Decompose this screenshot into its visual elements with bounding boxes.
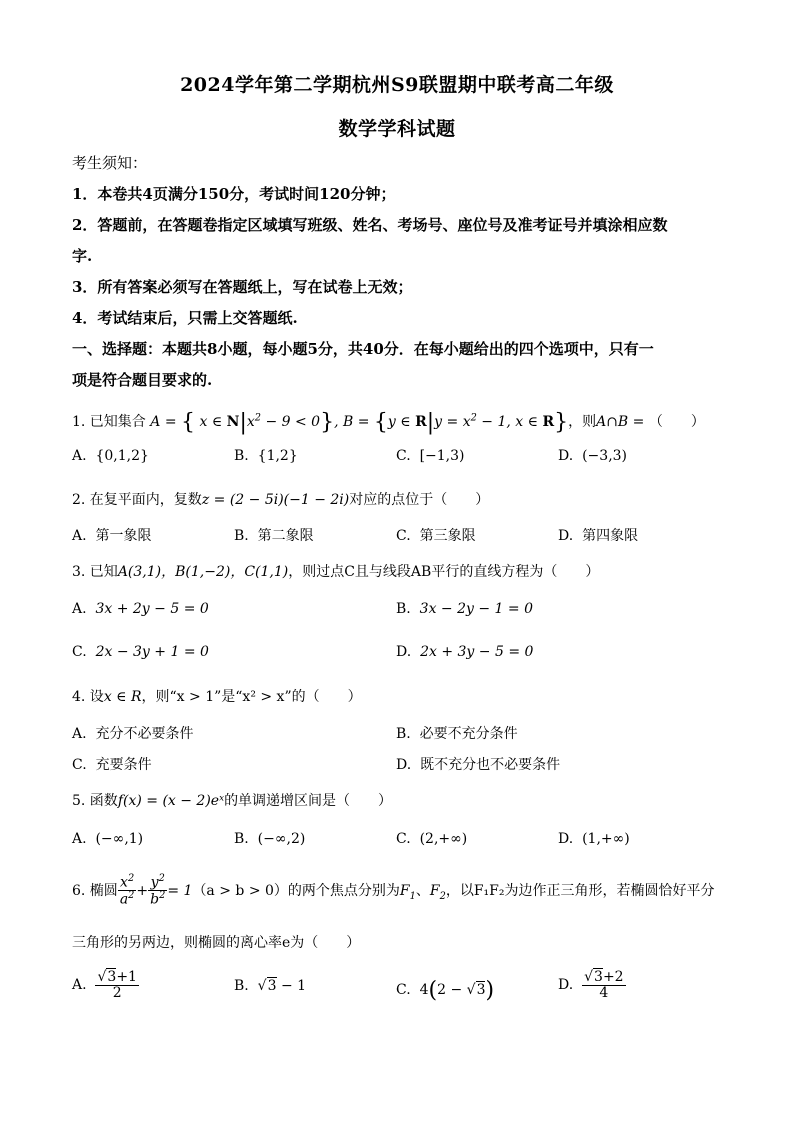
- q2-option-c: C. 第三象限: [396, 528, 476, 544]
- q4-cond: x ∈ R: [103, 689, 142, 705]
- notice-item-4: 4．考试结束后，只需上交答题纸.: [72, 309, 298, 327]
- question-6: 6. 椭圆 $\frac{x^2}{a^2}$ + $\frac{y^2}{b^2}$ = 1（a > b > 0）的两个焦点分别为$F_1$、$F_2$，以F₁F₂为边作正三角形，若椭圆恰好平分: [72, 873, 715, 908]
- q3-option-d: D. 2x + 3y − 5 = 0: [396, 644, 534, 660]
- q1-mid: ，则: [568, 414, 597, 430]
- q1-option-b: B. {1,2}: [234, 448, 298, 464]
- q4-option-b: B. 必要不充分条件: [396, 726, 518, 742]
- q4-option-d: D. 既不充分也不必要条件: [396, 757, 561, 773]
- q1-prefix: 1. 已知集合: [72, 414, 146, 430]
- q3-option-b: B. 3x − 2y − 1 = 0: [396, 601, 533, 617]
- notice-item-2-cont: 字.: [72, 247, 93, 265]
- q3-option-c: C. 2x − 3y + 1 = 0: [72, 644, 209, 660]
- q3-option-a: A. 3x + 2y − 5 = 0: [72, 601, 209, 617]
- q6-option-b: B. √3 − 1: [234, 978, 307, 994]
- q2-expr: z = (2 − 5i)(−1 − 2i): [201, 492, 350, 508]
- notice-item-3: 3．所有答案必须写在答题纸上，写在试卷上无效；: [72, 278, 413, 296]
- q5-option-d: D. (1,+∞): [558, 831, 630, 847]
- q2-option-b: B. 第二象限: [234, 528, 314, 544]
- exam-subtitle: 数学学科试题: [338, 118, 456, 140]
- question-6-cont: 三角形的另两边，则椭圆的离心率e为（ ）: [72, 935, 361, 951]
- q1-expr: A∩B: [596, 414, 629, 430]
- q1-set-a: A = { x ∈ $N|x^2 - 9 < 0$}, B = {y ∈ $R|y = x^2 - 1$, x ∈ R}: [150, 410, 569, 435]
- q3-points: A(3,1)，B(1,−2)，C(1,1): [117, 564, 289, 580]
- q1-option-c: C. [−1,3): [396, 448, 465, 464]
- section-heading-line2: 项是符合题目要求的.: [72, 371, 213, 389]
- q2-option-d: D. 第四象限: [558, 528, 639, 544]
- q5-option-b: B. (−∞,2): [234, 831, 306, 847]
- q5-func: f(x) = (x − 2)eˣ: [117, 793, 225, 809]
- q1-tail: （ ）: [648, 414, 705, 430]
- question-4: 4. 设x ∈ R，则“x > 1”是“x² > x”的（ ）: [72, 689, 362, 705]
- section-heading-line1: 一、选择题：本题共8小题，每小题5分，共40分．在每小题给出的四个选项中，只有一: [72, 340, 654, 358]
- notice-item-1: 1．本卷共4页满分150分，考试时间120分钟；: [72, 185, 396, 203]
- notice-heading: 考生须知：: [72, 154, 148, 172]
- q1-option-a: A. {0,1,2}: [72, 448, 149, 464]
- q1-option-d: D. (−3,3): [558, 448, 628, 464]
- q6-ellipse-eq: $\frac{x^2}{a^2}$ + $\frac{y^2}{b^2}$ = 1: [119, 873, 193, 908]
- notice-item-2: 2．答题前，在答题卷指定区域填写班级、姓名、考场号、座位号及准考证号并填涂相应数: [72, 216, 668, 234]
- q5-option-a: A. (−∞,1): [72, 831, 144, 847]
- q5-option-c: C. (2,+∞): [396, 831, 468, 847]
- question-2: 2. 在复平面内，复数z = (2 − 5i)(−1 − 2i)对应的点位于（ ）: [72, 492, 490, 508]
- question-5: 5. 函数f(x) = (x − 2)eˣ的单调递增区间是（ ）: [72, 793, 393, 809]
- q4-option-a: A. 充分不必要条件: [72, 726, 194, 742]
- q6-option-a: A. $\frac{√3+1}{2}$: [72, 969, 137, 1001]
- q6-option-c: C. 4(2 − √3): [396, 978, 495, 1003]
- q6-option-d: D. $\frac{√3+2}{4}$: [558, 969, 624, 1001]
- q2-option-a: A. 第一象限: [72, 528, 152, 544]
- question-1: 1. 已知集合 A = { x ∈ $N|x^2 - 9 < 0$}, B = {y ∈ $R|y = x^2 - 1$, x ∈ R}，则A∩B = （ ）: [72, 410, 705, 435]
- exam-title: 2024学年第二学期杭州S9联盟期中联考高二年级: [180, 74, 614, 96]
- question-3: 3. 已知A(3,1)，B(1,−2)，C(1,1)，则过点C且与线段AB平行的直线方程为（ ）: [72, 564, 600, 580]
- q4-option-c: C. 充要条件: [72, 757, 152, 773]
